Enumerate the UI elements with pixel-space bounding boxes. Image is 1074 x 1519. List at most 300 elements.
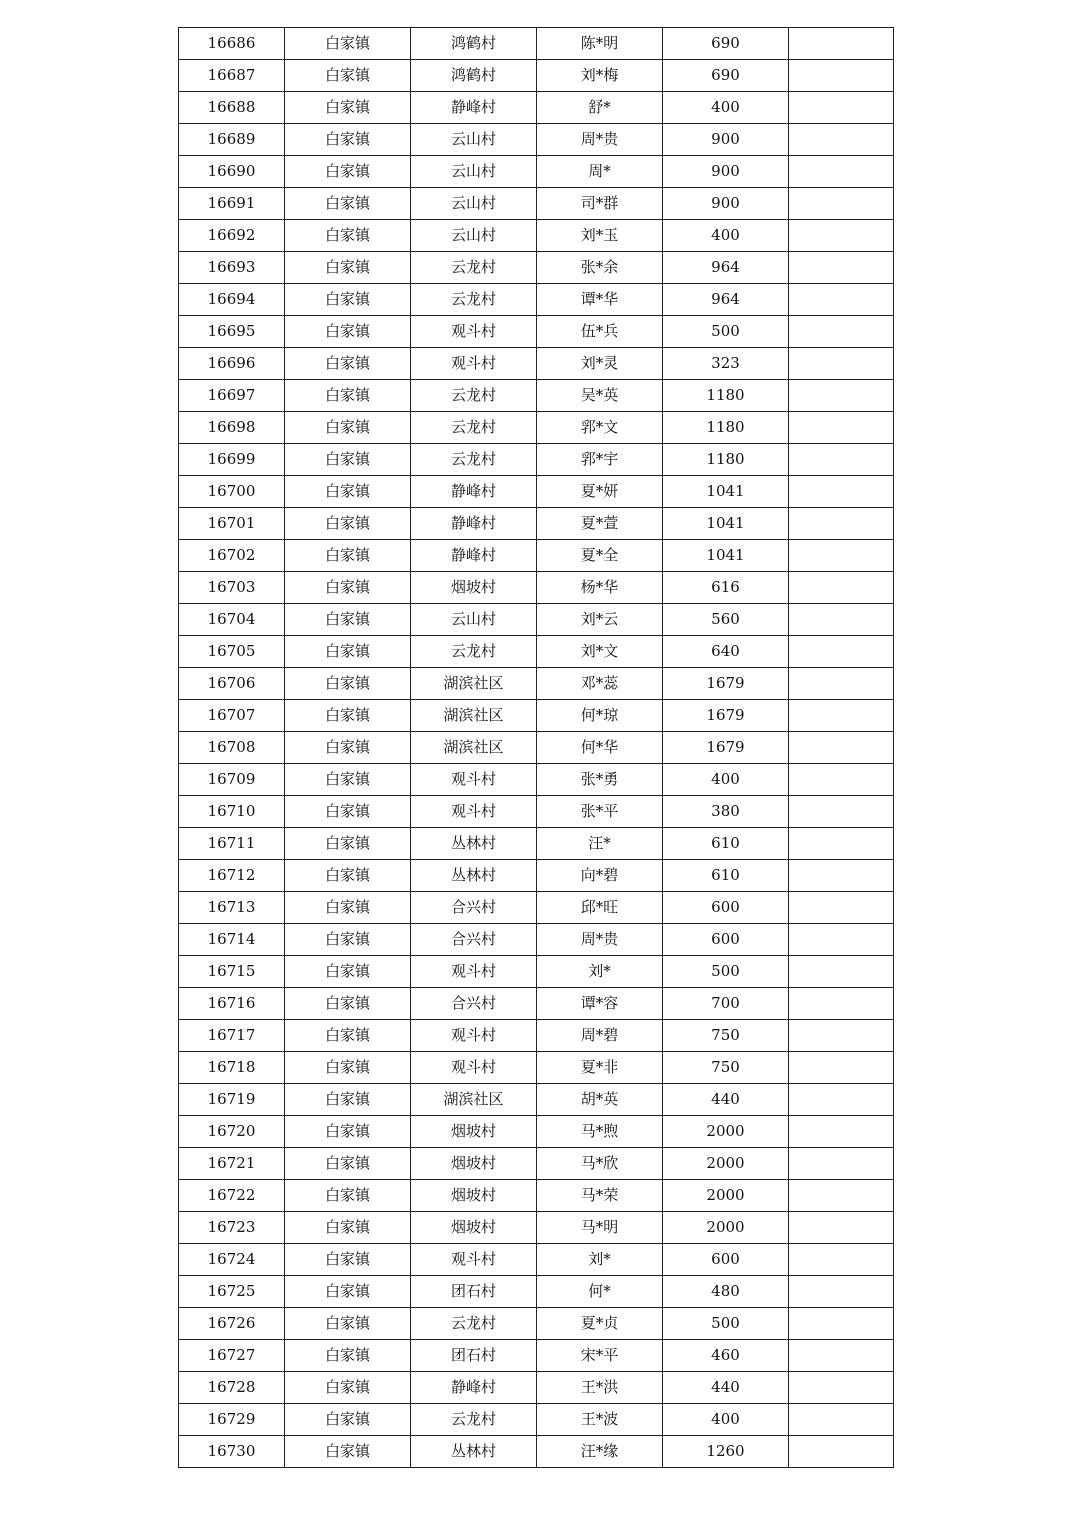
cell-note <box>789 188 894 220</box>
cell-town: 白家镇 <box>285 1116 411 1148</box>
cell-village: 云山村 <box>411 156 537 188</box>
cell-village: 云龙村 <box>411 636 537 668</box>
cell-amount: 1180 <box>663 412 789 444</box>
cell-name: 刘* <box>537 956 663 988</box>
cell-town: 白家镇 <box>285 60 411 92</box>
table-row <box>179 572 894 604</box>
cell-name: 吴*英 <box>537 380 663 412</box>
cell-village: 云龙村 <box>411 412 537 444</box>
cell-village: 云山村 <box>411 604 537 636</box>
cell-town: 白家镇 <box>285 796 411 828</box>
cell-town: 白家镇 <box>285 1372 411 1404</box>
cell-village: 观斗村 <box>411 764 537 796</box>
cell-amount: 750 <box>663 1020 789 1052</box>
cell-amount: 640 <box>663 636 789 668</box>
cell-village: 鸿鹤村 <box>411 28 537 60</box>
cell-town: 白家镇 <box>285 508 411 540</box>
cell-town: 白家镇 <box>285 1308 411 1340</box>
cell-name: 何*华 <box>537 732 663 764</box>
cell-id: 16726 <box>179 1308 285 1340</box>
cell-town: 白家镇 <box>285 860 411 892</box>
cell-name: 刘*灵 <box>537 348 663 380</box>
cell-name: 郛*文 <box>537 412 663 444</box>
cell-id: 16690 <box>179 156 285 188</box>
cell-town: 白家镇 <box>285 700 411 732</box>
cell-town: 白家镇 <box>285 1436 411 1468</box>
cell-amount: 440 <box>663 1372 789 1404</box>
cell-note <box>789 572 894 604</box>
cell-town: 白家镇 <box>285 156 411 188</box>
cell-amount: 400 <box>663 764 789 796</box>
table-row <box>179 1148 894 1180</box>
cell-amount: 900 <box>663 124 789 156</box>
cell-town: 白家镇 <box>285 636 411 668</box>
cell-name: 何*琼 <box>537 700 663 732</box>
cell-id: 16714 <box>179 924 285 956</box>
cell-amount: 900 <box>663 156 789 188</box>
cell-village: 静峰村 <box>411 540 537 572</box>
cell-id: 16692 <box>179 220 285 252</box>
cell-name: 舒* <box>537 92 663 124</box>
table-row <box>179 412 894 444</box>
cell-amount: 440 <box>663 1084 789 1116</box>
cell-amount: 560 <box>663 604 789 636</box>
cell-note <box>789 924 894 956</box>
table-row <box>179 348 894 380</box>
cell-village: 烟坡村 <box>411 1148 537 1180</box>
cell-name: 杨*华 <box>537 572 663 604</box>
cell-town: 白家镇 <box>285 28 411 60</box>
cell-id: 16689 <box>179 124 285 156</box>
cell-amount: 2000 <box>663 1212 789 1244</box>
cell-village: 湖滨社区 <box>411 668 537 700</box>
cell-id: 16716 <box>179 988 285 1020</box>
cell-name: 邓*蕊 <box>537 668 663 700</box>
cell-village: 观斗村 <box>411 1020 537 1052</box>
cell-village: 云龙村 <box>411 380 537 412</box>
cell-village: 湖滨社区 <box>411 732 537 764</box>
table-row <box>179 284 894 316</box>
cell-name: 司*群 <box>537 188 663 220</box>
cell-id: 16719 <box>179 1084 285 1116</box>
cell-name: 刘*玉 <box>537 220 663 252</box>
cell-note <box>789 412 894 444</box>
cell-note <box>789 860 894 892</box>
cell-name: 张*余 <box>537 252 663 284</box>
cell-amount: 600 <box>663 924 789 956</box>
table-row <box>179 1404 894 1436</box>
cell-amount: 2000 <box>663 1148 789 1180</box>
cell-id: 16710 <box>179 796 285 828</box>
cell-note <box>789 252 894 284</box>
table-row <box>179 636 894 668</box>
cell-note <box>789 1180 894 1212</box>
cell-note <box>789 508 894 540</box>
table-row <box>179 1308 894 1340</box>
table-row <box>179 508 894 540</box>
cell-village: 烟坡村 <box>411 572 537 604</box>
cell-note <box>789 764 894 796</box>
cell-amount: 616 <box>663 572 789 604</box>
cell-note <box>789 92 894 124</box>
cell-village: 云龙村 <box>411 444 537 476</box>
table-row <box>179 540 894 572</box>
cell-village: 观斗村 <box>411 348 537 380</box>
cell-town: 白家镇 <box>285 92 411 124</box>
cell-name: 刘*云 <box>537 604 663 636</box>
cell-town: 白家镇 <box>285 1084 411 1116</box>
cell-village: 烟坡村 <box>411 1180 537 1212</box>
cell-village: 观斗村 <box>411 1244 537 1276</box>
table-row <box>179 188 894 220</box>
cell-amount: 610 <box>663 828 789 860</box>
cell-town: 白家镇 <box>285 380 411 412</box>
table-row <box>179 316 894 348</box>
cell-id: 16701 <box>179 508 285 540</box>
cell-note <box>789 668 894 700</box>
cell-name: 邱*旺 <box>537 892 663 924</box>
cell-amount: 1679 <box>663 668 789 700</box>
data-table <box>178 27 894 1468</box>
cell-amount: 1260 <box>663 1436 789 1468</box>
cell-town: 白家镇 <box>285 892 411 924</box>
table-row <box>179 1212 894 1244</box>
table-row <box>179 860 894 892</box>
cell-note <box>789 604 894 636</box>
cell-village: 烟坡村 <box>411 1116 537 1148</box>
cell-id: 16706 <box>179 668 285 700</box>
cell-note <box>789 956 894 988</box>
table-row <box>179 1052 894 1084</box>
cell-name: 马*煦 <box>537 1116 663 1148</box>
cell-town: 白家镇 <box>285 220 411 252</box>
cell-note <box>789 700 894 732</box>
cell-village: 鸿鹤村 <box>411 60 537 92</box>
cell-name: 刘*文 <box>537 636 663 668</box>
cell-note <box>789 1084 894 1116</box>
cell-town: 白家镇 <box>285 956 411 988</box>
cell-id: 16700 <box>179 476 285 508</box>
cell-name: 郛*宇 <box>537 444 663 476</box>
cell-amount: 400 <box>663 220 789 252</box>
cell-amount: 2000 <box>663 1116 789 1148</box>
cell-village: 团石村 <box>411 1340 537 1372</box>
cell-name: 刘* <box>537 1244 663 1276</box>
cell-id: 16718 <box>179 1052 285 1084</box>
cell-amount: 964 <box>663 252 789 284</box>
cell-town: 白家镇 <box>285 252 411 284</box>
table-row <box>179 28 894 60</box>
cell-name: 陈*明 <box>537 28 663 60</box>
cell-amount: 700 <box>663 988 789 1020</box>
cell-id: 16699 <box>179 444 285 476</box>
cell-note <box>789 1276 894 1308</box>
table-row <box>179 1244 894 1276</box>
cell-name: 周*贵 <box>537 124 663 156</box>
cell-id: 16723 <box>179 1212 285 1244</box>
table-row <box>179 380 894 412</box>
cell-amount: 1041 <box>663 540 789 572</box>
cell-note <box>789 796 894 828</box>
cell-note <box>789 1052 894 1084</box>
cell-name: 张*勇 <box>537 764 663 796</box>
cell-amount: 750 <box>663 1052 789 1084</box>
cell-amount: 690 <box>663 60 789 92</box>
cell-note <box>789 988 894 1020</box>
cell-note <box>789 156 894 188</box>
cell-note <box>789 1308 894 1340</box>
cell-amount: 1041 <box>663 508 789 540</box>
cell-name: 夏*萱 <box>537 508 663 540</box>
cell-id: 16703 <box>179 572 285 604</box>
cell-id: 16711 <box>179 828 285 860</box>
cell-village: 观斗村 <box>411 316 537 348</box>
cell-name: 何* <box>537 1276 663 1308</box>
cell-name: 夏*非 <box>537 1052 663 1084</box>
cell-name: 周*碧 <box>537 1020 663 1052</box>
cell-note <box>789 316 894 348</box>
table-row <box>179 764 894 796</box>
cell-town: 白家镇 <box>285 668 411 700</box>
cell-town: 白家镇 <box>285 412 411 444</box>
table-row <box>179 220 894 252</box>
cell-town: 白家镇 <box>285 444 411 476</box>
cell-village: 合兴村 <box>411 924 537 956</box>
cell-id: 16724 <box>179 1244 285 1276</box>
cell-village: 静峰村 <box>411 1372 537 1404</box>
cell-note <box>789 892 894 924</box>
cell-note <box>789 380 894 412</box>
cell-village: 云山村 <box>411 124 537 156</box>
cell-amount: 690 <box>663 28 789 60</box>
cell-id: 16722 <box>179 1180 285 1212</box>
cell-amount: 1180 <box>663 444 789 476</box>
cell-note <box>789 1372 894 1404</box>
cell-name: 周* <box>537 156 663 188</box>
cell-note <box>789 1212 894 1244</box>
cell-id: 16730 <box>179 1436 285 1468</box>
cell-town: 白家镇 <box>285 1276 411 1308</box>
cell-village: 云山村 <box>411 188 537 220</box>
cell-note <box>789 540 894 572</box>
cell-note <box>789 1404 894 1436</box>
cell-village: 合兴村 <box>411 892 537 924</box>
cell-village: 观斗村 <box>411 796 537 828</box>
cell-amount: 964 <box>663 284 789 316</box>
cell-town: 白家镇 <box>285 1404 411 1436</box>
cell-name: 胡*英 <box>537 1084 663 1116</box>
table-row <box>179 1372 894 1404</box>
table-row <box>179 1340 894 1372</box>
cell-amount: 480 <box>663 1276 789 1308</box>
cell-town: 白家镇 <box>285 1212 411 1244</box>
table-row <box>179 668 894 700</box>
cell-name: 张*平 <box>537 796 663 828</box>
cell-town: 白家镇 <box>285 764 411 796</box>
cell-note <box>789 220 894 252</box>
cell-amount: 610 <box>663 860 789 892</box>
cell-town: 白家镇 <box>285 1244 411 1276</box>
table-row <box>179 1084 894 1116</box>
cell-village: 云龙村 <box>411 1308 537 1340</box>
cell-amount: 1679 <box>663 732 789 764</box>
data-table-container <box>178 27 894 1468</box>
cell-id: 16697 <box>179 380 285 412</box>
cell-village: 静峰村 <box>411 92 537 124</box>
cell-village: 云山村 <box>411 220 537 252</box>
cell-amount: 323 <box>663 348 789 380</box>
cell-amount: 1679 <box>663 700 789 732</box>
table-row <box>179 92 894 124</box>
cell-name: 夏*贞 <box>537 1308 663 1340</box>
cell-village: 丛林村 <box>411 1436 537 1468</box>
table-row <box>179 476 894 508</box>
cell-village: 云龙村 <box>411 1404 537 1436</box>
cell-name: 王*波 <box>537 1404 663 1436</box>
cell-note <box>789 284 894 316</box>
table-row <box>179 1116 894 1148</box>
table-row <box>179 156 894 188</box>
cell-id: 16727 <box>179 1340 285 1372</box>
cell-town: 白家镇 <box>285 732 411 764</box>
cell-note <box>789 444 894 476</box>
cell-village: 云龙村 <box>411 252 537 284</box>
cell-village: 湖滨社区 <box>411 1084 537 1116</box>
cell-id: 16691 <box>179 188 285 220</box>
cell-id: 16693 <box>179 252 285 284</box>
cell-id: 16705 <box>179 636 285 668</box>
cell-id: 16728 <box>179 1372 285 1404</box>
cell-amount: 400 <box>663 1404 789 1436</box>
cell-village: 合兴村 <box>411 988 537 1020</box>
cell-town: 白家镇 <box>285 348 411 380</box>
cell-note <box>789 476 894 508</box>
cell-village: 丛林村 <box>411 828 537 860</box>
cell-name: 刘*梅 <box>537 60 663 92</box>
cell-id: 16686 <box>179 28 285 60</box>
cell-town: 白家镇 <box>285 476 411 508</box>
cell-note <box>789 60 894 92</box>
cell-town: 白家镇 <box>285 1180 411 1212</box>
cell-name: 伍*兵 <box>537 316 663 348</box>
cell-town: 白家镇 <box>285 604 411 636</box>
cell-town: 白家镇 <box>285 988 411 1020</box>
cell-id: 16713 <box>179 892 285 924</box>
cell-village: 观斗村 <box>411 956 537 988</box>
cell-note <box>789 1244 894 1276</box>
cell-village: 观斗村 <box>411 1052 537 1084</box>
cell-name: 周*贵 <box>537 924 663 956</box>
cell-village: 湖滨社区 <box>411 700 537 732</box>
cell-id: 16729 <box>179 1404 285 1436</box>
cell-amount: 500 <box>663 316 789 348</box>
cell-amount: 1180 <box>663 380 789 412</box>
cell-town: 白家镇 <box>285 284 411 316</box>
cell-note <box>789 1436 894 1468</box>
cell-amount: 460 <box>663 1340 789 1372</box>
table-row <box>179 924 894 956</box>
cell-id: 16717 <box>179 1020 285 1052</box>
cell-amount: 900 <box>663 188 789 220</box>
table-row <box>179 604 894 636</box>
cell-amount: 380 <box>663 796 789 828</box>
table-row <box>179 700 894 732</box>
cell-town: 白家镇 <box>285 828 411 860</box>
cell-id: 16695 <box>179 316 285 348</box>
cell-name: 谭*容 <box>537 988 663 1020</box>
cell-amount: 600 <box>663 1244 789 1276</box>
cell-id: 16712 <box>179 860 285 892</box>
table-row <box>179 956 894 988</box>
cell-town: 白家镇 <box>285 924 411 956</box>
cell-note <box>789 1340 894 1372</box>
cell-town: 白家镇 <box>285 1052 411 1084</box>
cell-name: 马*明 <box>537 1212 663 1244</box>
table-row <box>179 1436 894 1468</box>
cell-name: 汪*缘 <box>537 1436 663 1468</box>
cell-id: 16721 <box>179 1148 285 1180</box>
cell-town: 白家镇 <box>285 124 411 156</box>
cell-amount: 400 <box>663 92 789 124</box>
cell-name: 宋*平 <box>537 1340 663 1372</box>
cell-village: 静峰村 <box>411 508 537 540</box>
cell-town: 白家镇 <box>285 1340 411 1372</box>
table-row <box>179 988 894 1020</box>
cell-town: 白家镇 <box>285 540 411 572</box>
cell-note <box>789 732 894 764</box>
cell-village: 团石村 <box>411 1276 537 1308</box>
cell-amount: 600 <box>663 892 789 924</box>
cell-note <box>789 636 894 668</box>
cell-name: 汪* <box>537 828 663 860</box>
cell-amount: 500 <box>663 1308 789 1340</box>
cell-id: 16708 <box>179 732 285 764</box>
cell-note <box>789 28 894 60</box>
cell-id: 16707 <box>179 700 285 732</box>
cell-id: 16687 <box>179 60 285 92</box>
cell-name: 谭*华 <box>537 284 663 316</box>
cell-id: 16715 <box>179 956 285 988</box>
cell-village: 静峰村 <box>411 476 537 508</box>
cell-town: 白家镇 <box>285 316 411 348</box>
cell-note <box>789 124 894 156</box>
cell-amount: 500 <box>663 956 789 988</box>
cell-note <box>789 348 894 380</box>
cell-town: 白家镇 <box>285 572 411 604</box>
table-row <box>179 1180 894 1212</box>
cell-village: 云龙村 <box>411 284 537 316</box>
cell-id: 16688 <box>179 92 285 124</box>
cell-id: 16694 <box>179 284 285 316</box>
cell-amount: 2000 <box>663 1180 789 1212</box>
cell-name: 王*洪 <box>537 1372 663 1404</box>
cell-id: 16698 <box>179 412 285 444</box>
cell-id: 16720 <box>179 1116 285 1148</box>
table-row <box>179 892 894 924</box>
cell-note <box>789 1148 894 1180</box>
cell-name: 马*欣 <box>537 1148 663 1180</box>
cell-name: 夏*妍 <box>537 476 663 508</box>
cell-id: 16696 <box>179 348 285 380</box>
cell-name: 夏*全 <box>537 540 663 572</box>
cell-village: 丛林村 <box>411 860 537 892</box>
cell-name: 马*荣 <box>537 1180 663 1212</box>
cell-town: 白家镇 <box>285 1148 411 1180</box>
cell-id: 16725 <box>179 1276 285 1308</box>
cell-note <box>789 1116 894 1148</box>
table-row <box>179 828 894 860</box>
table-row <box>179 796 894 828</box>
